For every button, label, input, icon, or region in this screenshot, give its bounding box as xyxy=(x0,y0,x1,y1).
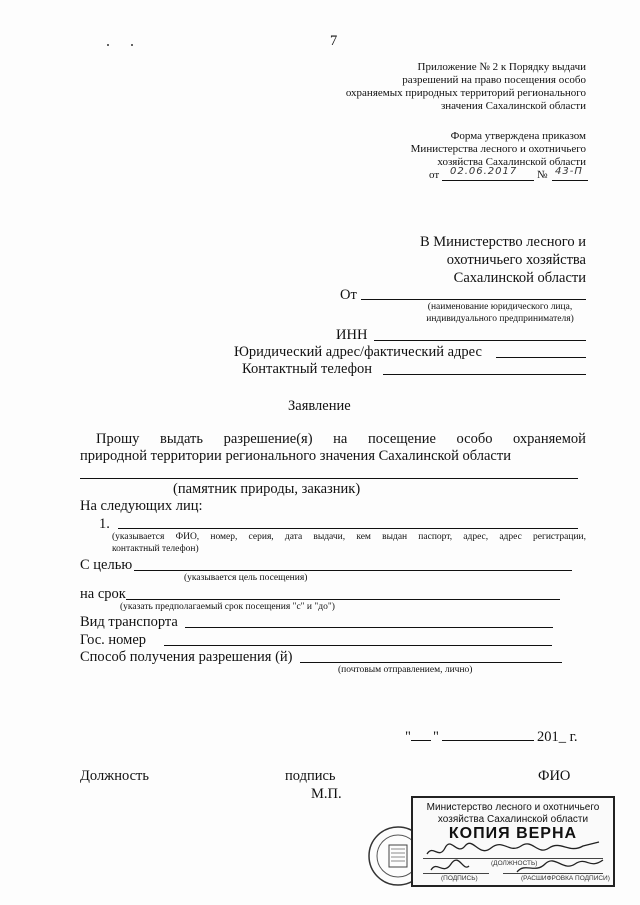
purpose-label: С целью xyxy=(80,557,133,573)
approval-number-prefix: № xyxy=(537,169,548,181)
inn-field-line xyxy=(374,340,586,341)
sign-label: подпись xyxy=(285,768,336,784)
appendix-line: значения Сахалинской области xyxy=(440,100,586,112)
document-title: Заявление xyxy=(288,398,351,414)
addressee-line: Сахалинской области xyxy=(453,270,586,286)
request-line-1 xyxy=(96,430,586,448)
method-label: Способ получения разрешения (й) xyxy=(80,649,293,665)
method-hint: (почтовым отправлением, лично) xyxy=(338,665,473,675)
request-word: выдать xyxy=(159,431,203,447)
addressee-line: В Министерство лесного и xyxy=(419,234,586,250)
phone-label: Контактный телефон xyxy=(242,361,373,377)
gov-number-label: Гос. номер xyxy=(80,632,147,648)
page-number: 7 xyxy=(330,33,338,49)
from-label: От xyxy=(340,287,357,303)
persons-label: На следующих лиц: xyxy=(80,498,203,514)
request-word: разрешение(я) xyxy=(223,431,313,447)
date-quote-close: " xyxy=(433,729,439,745)
certified-copy-stamp xyxy=(411,796,615,887)
from-hint-line: (наименование юридического лица, xyxy=(427,302,573,312)
method-field-line xyxy=(300,662,562,663)
position-label: Должность xyxy=(80,768,149,784)
date-month-line xyxy=(442,740,534,741)
term-hint: (указать предполагаемый срок посещения "с" и "до") xyxy=(120,602,335,612)
stamp-decode-caption: (РАСШИФРОВКА ПОДПИСИ) xyxy=(521,875,610,882)
approval-number-handwritten: 43-П xyxy=(555,166,583,177)
address-label: Юридический адрес/фактический адрес xyxy=(234,344,482,360)
inn-label: ИНН xyxy=(336,327,368,343)
purpose-field-line xyxy=(134,570,572,571)
handwritten-signature-icon xyxy=(413,838,613,878)
appendix-line: Приложение № 2 к Порядку выдачи xyxy=(417,61,586,73)
date-day-line xyxy=(411,740,431,741)
from-field-line xyxy=(361,299,586,300)
transport-label: Вид транспорта xyxy=(80,614,178,630)
addressee-block xyxy=(340,233,586,287)
approval-date-line xyxy=(442,180,534,181)
approval-date-handwritten: 02.06.2017 xyxy=(450,166,518,177)
approval-number-line xyxy=(552,180,588,181)
approval-line: хозяйства Сахалинской области xyxy=(437,156,586,168)
person-hint-line: (указывается ФИО, номер, серия, дата выдачи, кем выдан паспорт, адрес, адрес регистрации, xyxy=(112,532,586,542)
stamp-title: КОПИЯ ВЕРНА xyxy=(448,825,578,842)
transport-field-line xyxy=(185,627,553,628)
from-hint-line: индивидуального предпринимателя) xyxy=(426,314,574,324)
request-word: охраняемой xyxy=(513,431,586,447)
stamp-place-label: М.П. xyxy=(311,786,342,802)
person-field-line xyxy=(118,528,578,529)
stamp-org xyxy=(413,802,613,826)
territory-field-line xyxy=(80,478,578,479)
approval-line: Министерства лесного и охотничьего xyxy=(410,143,586,155)
addressee-line: охотничьего хозяйства xyxy=(446,252,586,268)
appendix-line: разрешений на право посещения особо xyxy=(402,74,586,86)
date-quote-open: " xyxy=(405,729,411,745)
stamp-position-caption: (ДОЛЖНОСТЬ) xyxy=(491,860,538,867)
request-line-2: природной территории регионального значения Сахалинской области xyxy=(80,448,511,464)
gov-number-field-line xyxy=(164,645,552,646)
request-word: на xyxy=(333,431,348,447)
request-word: Прошу xyxy=(96,431,140,447)
phone-field-line xyxy=(383,374,586,375)
date-year: 201_ г. xyxy=(537,729,578,745)
purpose-hint: (указывается цель посещения) xyxy=(184,573,308,583)
fio-label: ФИО xyxy=(538,768,571,784)
term-label: на срок xyxy=(80,586,126,602)
request-word: особо xyxy=(456,431,493,447)
approval-date-prefix: от xyxy=(429,169,440,181)
person-hint-line: контактный телефон) xyxy=(112,544,199,554)
appendix-block xyxy=(300,61,586,113)
term-field-line xyxy=(126,599,560,600)
territory-hint: (памятник природы, заказник) xyxy=(173,481,361,497)
stamp-org-line: хозяйства Сахалинской области xyxy=(437,814,589,825)
stamp-sign-caption: (ПОДПИСЬ) xyxy=(441,875,478,882)
stamp-org-line: Министерство лесного и охотничьего xyxy=(426,802,600,813)
request-word: посещение xyxy=(367,431,436,447)
person-number: 1. xyxy=(99,516,110,532)
appendix-line: охраняемых природных территорий регионального xyxy=(345,87,586,99)
address-field-line xyxy=(496,357,586,358)
from-hint xyxy=(412,301,588,325)
approval-line: Форма утверждена приказом xyxy=(450,130,586,142)
approval-block xyxy=(300,130,586,169)
